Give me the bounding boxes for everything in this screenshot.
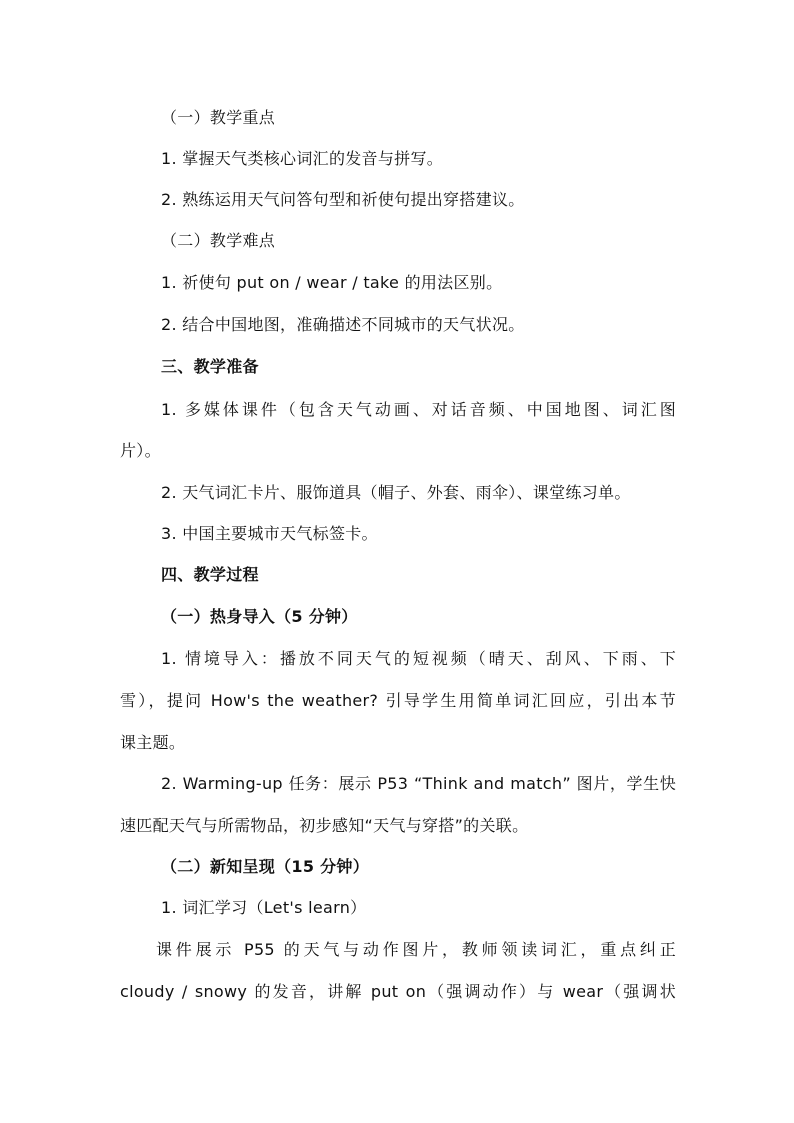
paragraph: 2. 结合中国地图，准确描述不同城市的天气状况。 xyxy=(161,315,525,334)
subheading-warm-up: （一）热身导入（5 分钟） xyxy=(161,607,358,626)
paragraph-continuation: 速匹配天气与所需物品，初步感知“天气与穿搭”的关联。 xyxy=(120,816,529,835)
paragraph: 2. 天气词汇卡片、服饰道具（帽子、外套、雨伞）、课堂练习单。 xyxy=(161,483,631,502)
paragraph: 1. 掌握天气类核心词汇的发音与拼写。 xyxy=(161,149,444,168)
section-heading-process: 四、教学过程 xyxy=(161,565,259,584)
paragraph: 1. 多媒体课件（包含天气动画、对话音频、中国地图、词汇图 xyxy=(161,400,676,419)
paragraph: 3. 中国主要城市天气标签卡。 xyxy=(161,524,378,543)
paragraph-continuation: 雪），提问 How's the weather? 引导学生用简单词汇回应，引出本节 xyxy=(120,691,676,710)
subheading-teaching-difficulty: （二）教学难点 xyxy=(161,231,276,250)
paragraph: 1. 情境导入：播放不同天气的短视频（晴天、刮风、下雨、下 xyxy=(161,649,676,668)
paragraph: 1. 词汇学习（Let's learn） xyxy=(161,898,367,917)
paragraph-continuation: 片）。 xyxy=(120,441,161,460)
subheading-new-content: （二）新知呈现（15 分钟） xyxy=(161,857,370,876)
paragraph-continuation: cloudy / snowy 的发音，讲解 put on（强调动作）与 wear（强调状 xyxy=(120,982,676,1001)
section-heading-preparation: 三、教学准备 xyxy=(161,357,259,376)
paragraph: 2. Warming-up 任务：展示 P53 “Think and match” 图片，学生快 xyxy=(161,774,676,793)
paragraph: 课件展示 P55 的天气与动作图片，教师领读词汇，重点纠正 xyxy=(156,940,676,959)
paragraph: 2. 熟练运用天气问答句型和祈使句提出穿搭建议。 xyxy=(161,190,525,209)
paragraph-continuation: 课主题。 xyxy=(120,733,186,752)
paragraph: 1. 祈使句 put on / wear / take 的用法区别。 xyxy=(161,273,503,292)
subheading-teaching-focus: （一）教学重点 xyxy=(161,108,276,127)
